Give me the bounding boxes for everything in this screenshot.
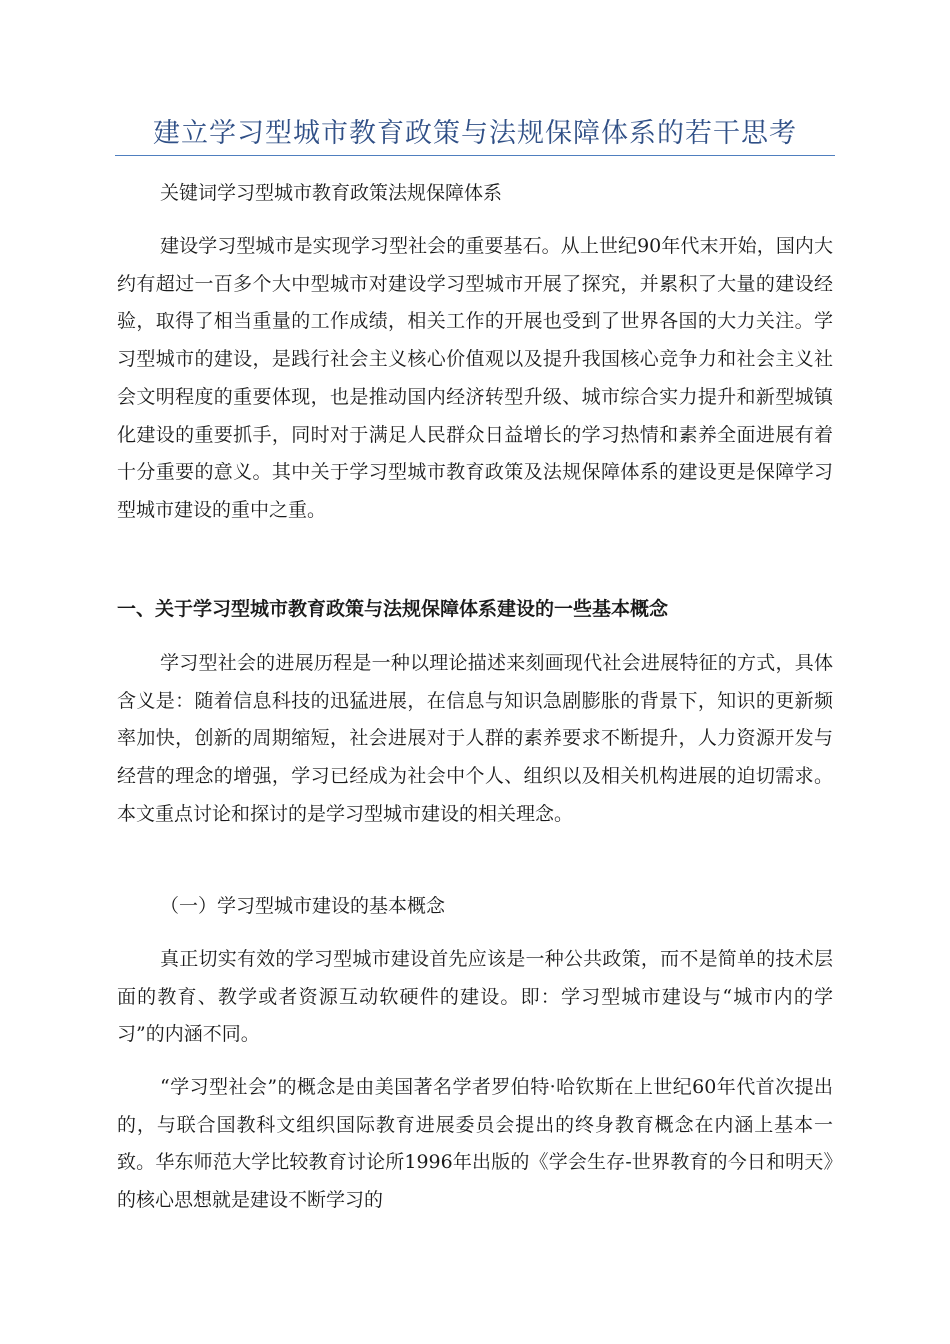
paragraph-intro: 建设学习型城市是实现学习型社会的重要基石。从上世纪90年代末开始，国内大约有超过一百多个大中型城市对建设学习型城市开展了探究，并累积了大量的建设经验，取得了相当重量的工作成绩，相关工作的开展也受到了世界各国的大力关注。学习型城市的建设，是践行社会主义核心价值观以及提升我国核心竞争力和社会主义社会文明程度的重要体现，也是推动国内经济转型升级、城市综合实力提升和新型城镇化建设的重要抓手，同时对于满足人民群众日益增长的学习热情和素养全面进展有着十分重要的意义。其中关于学习型城市教育政策及法规保障体系的建设更是保障学习型城市建设的重中之重。 — [117, 235, 833, 521]
paragraph-public-policy: 真正切实有效的学习型城市建设首先应该是一种公共政策，而不是简单的技术层面的教育、教学或者资源互动软硬件的建设。即：学习型城市建设与“城市内的学习”的内涵不同。 — [117, 948, 833, 1046]
keywords-line: 关键词学习型城市教育政策法规保障体系 — [160, 182, 503, 204]
title-underline — [115, 155, 835, 156]
paragraph-learning-society: 学习型社会的进展历程是一种以理论描述来刻画现代社会进展特征的方式，具体含义是：随着信息科技的迅猛进展，在信息与知识急剧膨胀的背景下，知识的更新频率加快，创新的周期缩短，社会进展对于人群的素养要求不断提升，人力资源开发与经营的理念的增强，学习已经成为社会中个人、组织以及相关机构进展的迫切需求。本文重点讨论和探讨的是学习型城市建设的相关理念。 — [117, 652, 833, 825]
paragraph-concept-origin: “学习型社会”的概念是由美国著名学者罗伯特·哈钦斯在上世纪60年代首次提出的，与联合国教科文组织国际教育进展委员会提出的终身教育概念在内涵上基本一致。华东师范大学比较教育讨论所1996年出版的《学会生存-世界教育的今日和明天》的核心思想就是建设不断学习的 — [117, 1076, 833, 1212]
section-heading: 一、关于学习型城市教育政策与法规保障体系建设的一些基本概念 — [117, 598, 669, 620]
subsection-heading: （一）学习型城市建设的基本概念 — [160, 895, 446, 917]
document-title: 建立学习型城市教育政策与法规保障体系的若干思考 — [153, 118, 797, 149]
